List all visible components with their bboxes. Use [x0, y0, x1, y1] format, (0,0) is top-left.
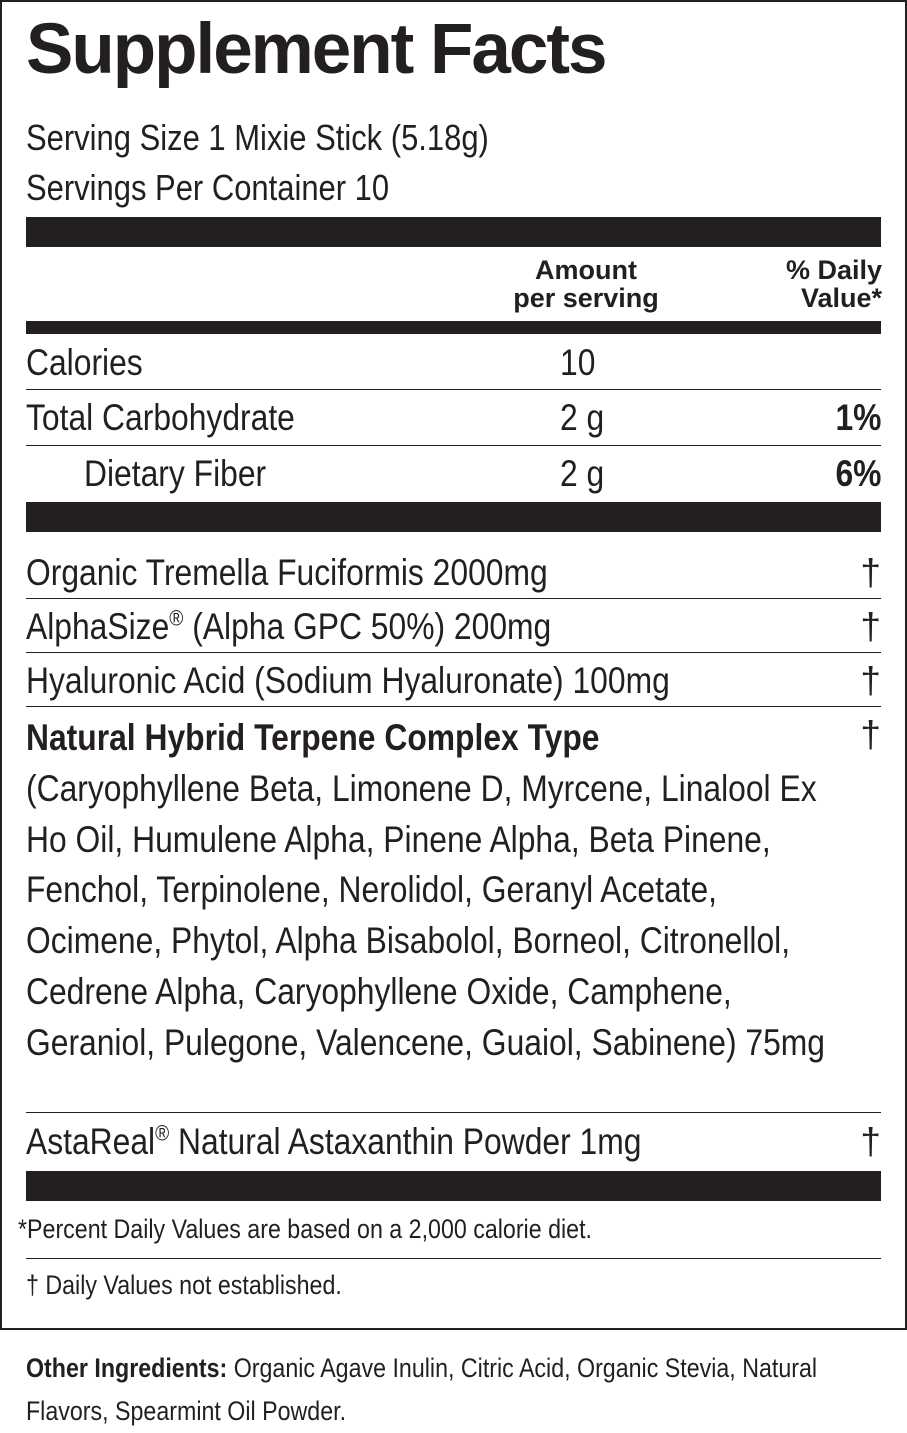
alphasize-name: AlphaSize	[26, 606, 170, 647]
amount-header-line1: Amount	[535, 255, 637, 285]
nutrient-amount-fiber: 2 g	[560, 453, 605, 494]
nutrient-amount-calories: 10	[560, 342, 596, 383]
dagger-mark: †	[860, 660, 881, 701]
dv-column-header	[730, 256, 882, 312]
nutrient-name-calories: Calories	[26, 342, 143, 383]
amount-column-header	[486, 256, 686, 312]
footnote-percent-dv: *Percent Daily Values are based on a 2,000 calorie diet.	[18, 1214, 592, 1244]
nutrient-name-carbohydrate: Total Carbohydrate	[26, 397, 295, 438]
panel-title: Supplement Facts	[26, 10, 606, 89]
ingredient-astareal	[26, 1120, 642, 1162]
thick-divider-top	[26, 217, 881, 247]
dagger-mark: †	[860, 552, 881, 593]
terpene-detail: (Caryophyllene Beta, Limonene D, Myrcene, Linalool Ex Ho Oil, Humulene Alpha, Pinene Alpha, Beta Pinene, Fenchol, Terpinolene, Nerolidol, Geranyl Acetate, Ocimene, Phytol, Alpha Bisabolol, Borneol, Citronellol, Cedrene Alpha, Caryophyllene Oxide, Camphene, Geraniol, Pulegone, Valencene, Guaiol, Sabinene) 75mg	[26, 767, 825, 1063]
nutrient-dv-fiber: 6%	[835, 453, 881, 494]
thick-divider-middle	[26, 502, 881, 532]
row-rule	[26, 389, 881, 390]
other-ingredients	[26, 1347, 877, 1433]
serving-size: Serving Size 1 Mixie Stick (5.18g)	[26, 117, 489, 158]
row-rule	[26, 598, 881, 599]
row-rule	[26, 1112, 881, 1113]
ingredient-terpene-complex	[26, 713, 852, 1069]
dv-header-line2: Value*	[800, 283, 882, 313]
registered-mark: ®	[155, 1120, 170, 1146]
other-ingredients-text: Organic Agave Inulin, Citric Acid, Organic Stevia, Natural Flavors, Spearmint Oil Powder.	[26, 1353, 818, 1426]
thick-divider-bottom	[26, 1171, 881, 1201]
amount-header-line2: per serving	[513, 283, 659, 313]
dv-header-line1: % Daily	[785, 255, 882, 285]
row-rule	[26, 445, 881, 446]
footnote-rule	[26, 1258, 881, 1259]
row-rule	[26, 652, 881, 653]
row-rule	[26, 706, 881, 707]
other-ingredients-label: Other Ingredients:	[26, 1353, 228, 1383]
astareal-detail: Natural Astaxanthin Powder 1mg	[169, 1121, 642, 1162]
dagger-mark: †	[860, 606, 881, 647]
alphasize-detail: (Alpha GPC 50%) 200mg	[183, 606, 552, 647]
ingredient-hyaluronic: Hyaluronic Acid (Sodium Hyaluronate) 100mg	[26, 660, 670, 701]
registered-mark: ®	[169, 605, 184, 631]
nutrient-amount-carbohydrate: 2 g	[560, 397, 605, 438]
nutrient-name-fiber: Dietary Fiber	[84, 453, 267, 494]
astareal-name: AstaReal	[26, 1121, 156, 1162]
nutrient-dv-carbohydrate: 1%	[835, 397, 881, 438]
header-divider	[26, 321, 881, 334]
ingredient-tremella: Organic Tremella Fuciformis 2000mg	[26, 552, 548, 593]
servings-per-container: Servings Per Container 10	[26, 167, 390, 208]
ingredient-alphasize	[26, 605, 552, 647]
footnote-not-established: † Daily Values not established.	[26, 1270, 342, 1300]
terpene-name: Natural Hybrid Terpene Complex Type	[26, 717, 600, 758]
dagger-mark: †	[860, 714, 881, 755]
dagger-mark: †	[860, 1121, 881, 1162]
